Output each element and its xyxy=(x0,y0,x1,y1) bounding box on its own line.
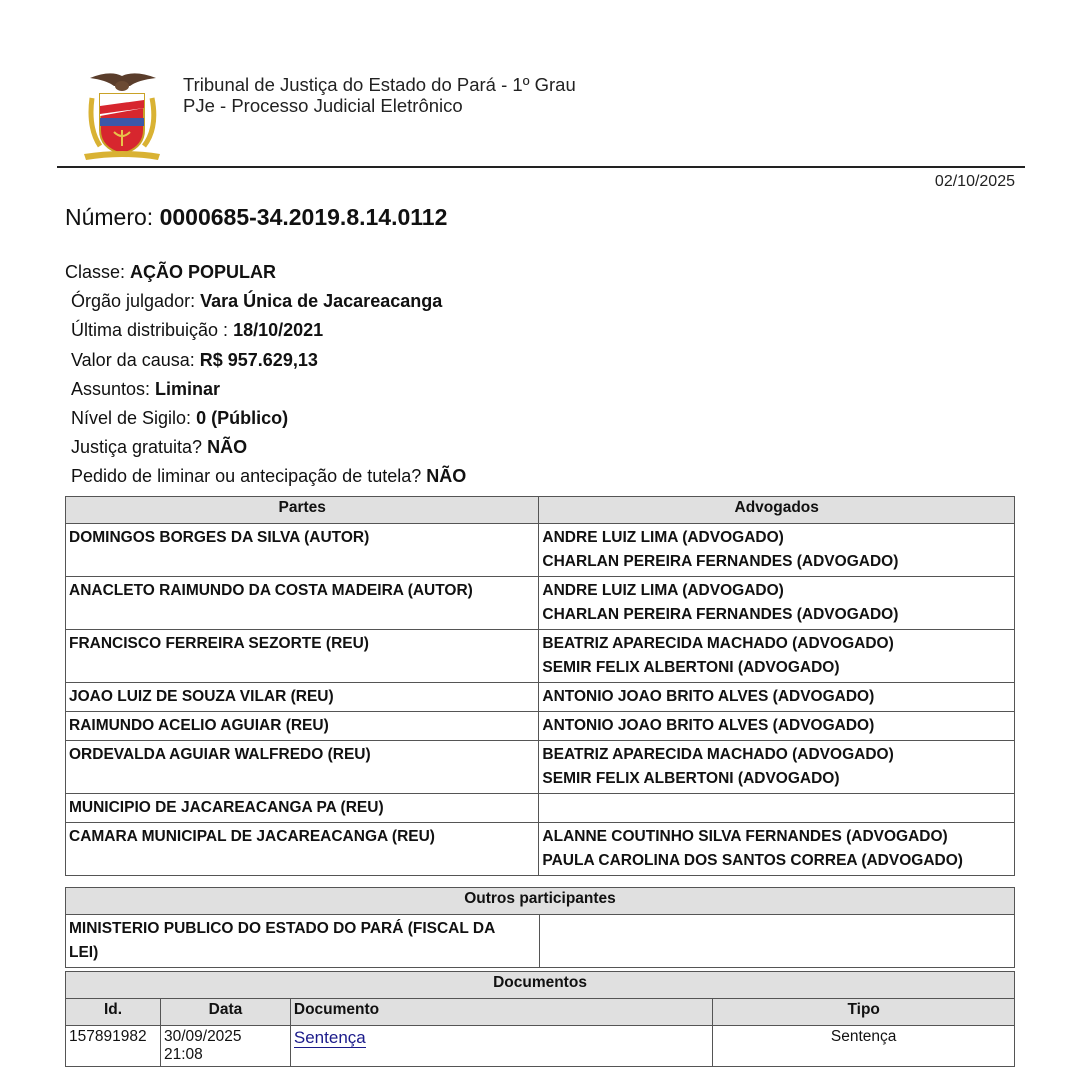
header-partes: Partes xyxy=(66,497,539,524)
doc-tipo: Sentença xyxy=(713,1026,1015,1067)
report-date: 02/10/2025 xyxy=(934,173,1015,190)
col-documento: Documento xyxy=(290,999,712,1026)
col-id: Id. xyxy=(66,999,161,1026)
field-nivel-sigilo: Nível de Sigilo: 0 (Público) xyxy=(71,408,289,429)
field-assuntos: Assuntos: Liminar xyxy=(71,378,221,399)
process-number-label: Número: xyxy=(65,204,160,230)
table-row: JOAO LUIZ DE SOUZA VILAR (REU) ANTONIO JOAO BRITO ALVES (ADVOGADO) xyxy=(66,683,1015,712)
field-valor-causa: Valor da causa: R$ 957.629,13 xyxy=(71,349,318,370)
col-data: Data xyxy=(160,999,290,1026)
partes-table xyxy=(65,496,1015,876)
col-tipo: Tipo xyxy=(713,999,1015,1026)
field-pedido-liminar: Pedido de liminar ou antecipação de tutela? NÃO xyxy=(71,466,467,487)
table-row: ORDEVALDA AGUIAR WALFREDO (REU) BEATRIZ APARECIDA MACHADO (ADVOGADO) SEMIR FELIX ALBERTONI (ADVOGADO) xyxy=(66,741,1015,794)
field-classe: Classe: AÇÃO POPULAR xyxy=(65,262,277,282)
table-row: MUNICIPIO DE JACAREACANGA PA (REU) xyxy=(66,794,1015,823)
field-justica-gratuita: Justiça gratuita? NÃO xyxy=(71,437,248,458)
field-orgao-julgador: Órgão julgador: Vara Única de Jacareacanga xyxy=(71,291,443,312)
documentos-table xyxy=(65,971,1015,1067)
table-row: FRANCISCO FERREIRA SEZORTE (REU) BEATRIZ APARECIDA MACHADO (ADVOGADO) SEMIR FELIX ALBERTONI (ADVOGADO) xyxy=(66,630,1015,683)
table-row: ANACLETO RAIMUNDO DA COSTA MADEIRA (AUTOR) ANDRE LUIZ LIMA (ADVOGADO) CHARLAN PEREIRA FERNANDES (ADVOGADO) xyxy=(66,577,1015,630)
system-name: PJe - Processo Judicial Eletrônico xyxy=(183,95,463,116)
header-documentos: Documentos xyxy=(66,972,1015,999)
header-divider xyxy=(57,166,1025,168)
page-header xyxy=(60,60,1025,168)
table-row: DOMINGOS BORGES DA SILVA (AUTOR) ANDRE LUIZ LIMA (ADVOGADO) CHARLAN PEREIRA FERNANDES (ADVOGADO) xyxy=(66,524,1015,577)
field-ultima-distribuicao: Última distribuição : 18/10/2021 xyxy=(71,320,324,341)
outros-participantes-table xyxy=(65,887,1015,968)
tjpa-coat-of-arms-icon xyxy=(80,68,165,163)
doc-id: 157891982 xyxy=(66,1026,161,1067)
process-number-value: 0000685-34.2019.8.14.0112 xyxy=(159,204,448,230)
table-row: MINISTERIO PUBLICO DO ESTADO DO PARÁ (FISCAL DA LEI) xyxy=(66,915,1015,968)
table-row: RAIMUNDO ACELIO AGUIAR (REU) ANTONIO JOAO BRITO ALVES (ADVOGADO) xyxy=(66,712,1015,741)
table-row: CAMARA MUNICIPAL DE JACAREACANGA (REU) ALANNE COUTINHO SILVA FERNANDES (ADVOGADO) PAULA CAROLINA DOS SANTOS CORREA (ADVOGADO) xyxy=(66,823,1015,876)
document-link-sentenca[interactable]: Sentença xyxy=(293,1028,366,1047)
process-fields xyxy=(65,258,466,492)
table-row xyxy=(66,1026,1015,1067)
header-outros-participantes: Outros participantes xyxy=(66,888,1015,915)
process-number xyxy=(65,204,447,231)
header-advogados: Advogados xyxy=(539,497,1015,524)
court-name: Tribunal de Justiça do Estado do Pará - 1º Grau xyxy=(183,74,576,95)
doc-date: 30/09/2025 21:08 xyxy=(160,1026,290,1067)
